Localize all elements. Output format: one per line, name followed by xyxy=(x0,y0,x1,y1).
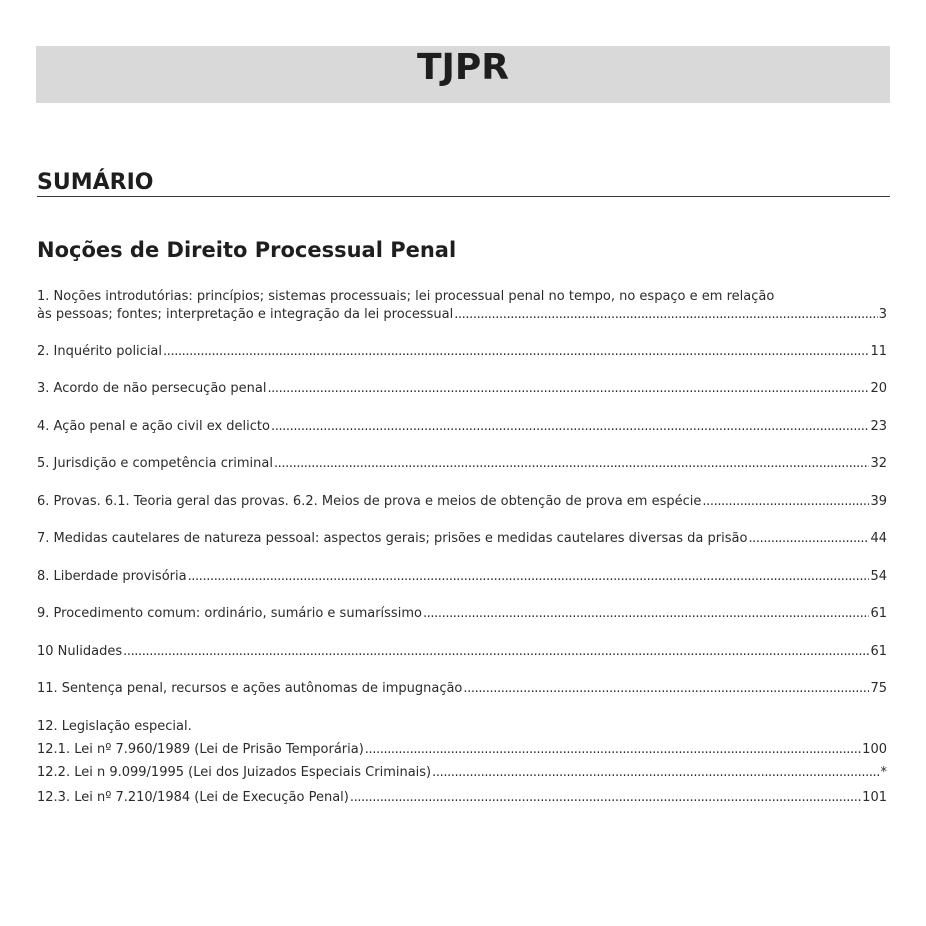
toc-entry-text: 12.3. Lei nº 7.210/1984 (Lei de Execução Penal) xyxy=(37,790,349,805)
title-banner xyxy=(36,46,890,103)
toc-subentry xyxy=(37,764,887,782)
toc-entry xyxy=(37,380,887,398)
toc-entry xyxy=(37,343,887,361)
toc-entry-text: 3. Acordo de não persecução penal xyxy=(37,381,267,396)
toc-entry xyxy=(37,680,887,698)
toc-subentry xyxy=(37,789,887,807)
toc-entry xyxy=(37,605,887,623)
toc-entry-text: 7. Medidas cautelares de natureza pessoal: aspectos gerais; prisões e medidas cautelares diversas da prisão xyxy=(37,531,748,546)
toc-page-number: 32 xyxy=(870,456,887,471)
toc-page-number: 54 xyxy=(870,569,887,584)
toc-leader xyxy=(365,741,861,759)
toc-page-number: 75 xyxy=(870,681,887,696)
toc-subentry xyxy=(37,741,887,759)
toc-leader xyxy=(463,680,869,698)
toc-entry-text: 12.1. Lei nº 7.960/1989 (Lei de Prisão Temporária) xyxy=(37,742,364,757)
toc-page-number: 61 xyxy=(870,644,887,659)
summary-heading: SUMÁRIO xyxy=(37,170,154,195)
toc-page-number: 11 xyxy=(870,344,887,359)
toc-leader xyxy=(350,789,861,807)
toc-entry-text: 11. Sentença penal, recursos e ações autônomas de impugnação xyxy=(37,681,463,696)
toc-entry xyxy=(37,568,887,586)
toc-leader xyxy=(267,380,869,398)
toc-leader xyxy=(271,418,869,436)
toc-entry-text: 4. Ação penal e ação civil ex delicto xyxy=(37,419,270,434)
toc-page-number: 39 xyxy=(870,494,887,509)
toc-leader xyxy=(188,568,870,586)
toc-entry xyxy=(37,306,887,324)
toc-entry-text: 5. Jurisdição e competência criminal xyxy=(37,456,273,471)
toc-entry xyxy=(37,493,887,511)
toc-entry xyxy=(37,418,887,436)
summary-divider xyxy=(37,196,890,197)
toc-page-number: 3 xyxy=(878,307,887,322)
toc-leader xyxy=(423,605,870,623)
toc-entry-text: 9. Procedimento comum: ordinário, sumário e sumaríssimo xyxy=(37,606,422,621)
toc-entry-line: 1. Noções introdutórias: princípios; sistemas processuais; lei processual penal no tempo, no espaço e em relação xyxy=(37,289,775,304)
toc-leader xyxy=(454,306,878,324)
toc-leader xyxy=(163,343,869,361)
toc-page-number: 61 xyxy=(870,606,887,621)
toc-entry-text: 2. Inquérito policial xyxy=(37,344,163,359)
toc-entry-text: às pessoas; fontes; interpretação e integração da lei processual xyxy=(37,307,454,322)
toc-page-number: 100 xyxy=(862,742,887,757)
toc-entry-text: 10 Nulidades xyxy=(37,644,123,659)
toc-entry-text: 6. Provas. 6.1. Teoria geral das provas. 6.2. Meios de prova e meios de obtenção de prova em espécie xyxy=(37,494,702,509)
toc-entry xyxy=(37,643,887,661)
toc-page-number: 101 xyxy=(862,790,887,805)
toc-page-number: 44 xyxy=(870,531,887,546)
toc-leader xyxy=(432,764,879,782)
toc-leader xyxy=(123,643,869,661)
toc-entry xyxy=(37,530,887,548)
toc-entry xyxy=(37,455,887,473)
toc-entry-heading: 12. Legislação especial. xyxy=(37,719,192,734)
toc-entry-text: 12.2. Lei n 9.099/1995 (Lei dos Juizados Especiais Criminais) xyxy=(37,765,432,780)
toc-entry-text: 8. Liberdade provisória xyxy=(37,569,187,584)
toc-page-number: 23 xyxy=(870,419,887,434)
page-title: TJPR xyxy=(416,47,510,88)
section-title: Noções de Direito Processual Penal xyxy=(37,238,457,262)
toc-leader xyxy=(274,455,870,473)
toc-leader xyxy=(702,493,869,511)
toc-page-number: 20 xyxy=(870,381,887,396)
toc-leader xyxy=(748,530,869,548)
toc-page-number: * xyxy=(880,765,887,780)
